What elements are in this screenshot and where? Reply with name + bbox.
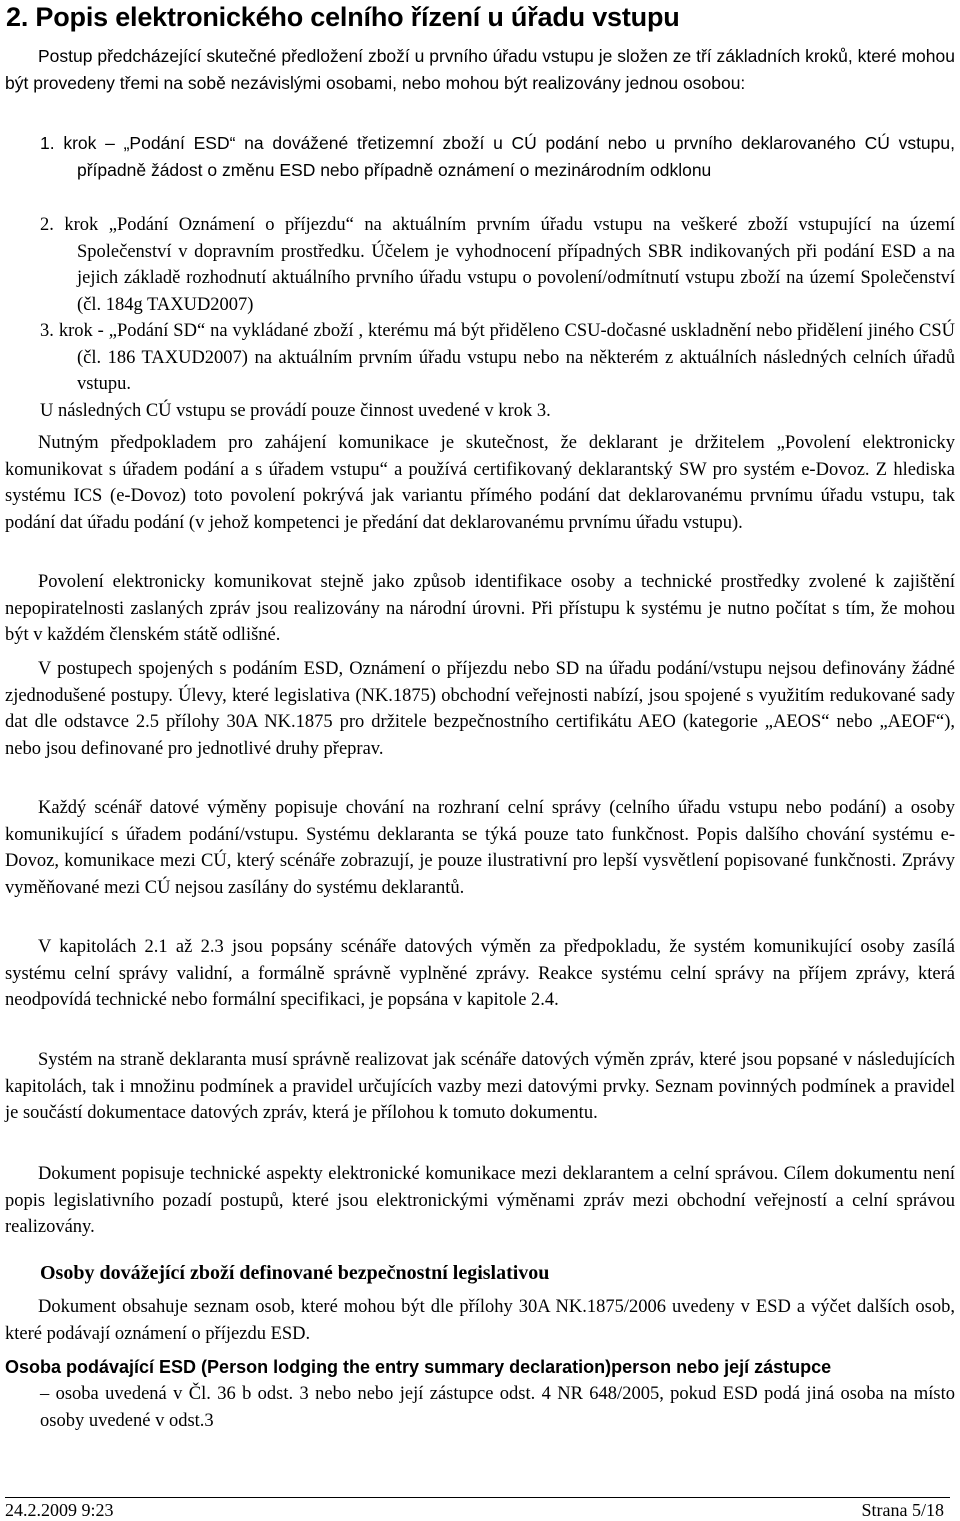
footer-date: 24.2.2009 9:23	[5, 1500, 114, 1520]
section-heading: Osoby dovážející zboží definované bezpečnostní legislativou	[40, 1262, 550, 1284]
list-item	[40, 130, 955, 183]
paragraph: Dokument popisuje technické aspekty elektronické komunikace mezi deklarantem a celní správou. Cílem dokumentu není popis legislativního pozadí postupů, které jsou elektronickými výměnami zpráv mezi obchodní veřejností a celní správou realizovány.	[5, 1164, 955, 1237]
paragraph: Povolení elektronicky komunikovat stejně jako způsob identifikace osoby a technické prostředky zvolené k zajištění nepopiratelnosti zaslaných zpráv jsou realizovány na národní úrovni. Při přístupu k systému je nutno počítat s tím, že mohou být v každém členském státě odlišné.	[5, 572, 955, 645]
paragraph: Nutným předpokladem pro zahájení komunikace je skutečnost, že deklarant je držitelem „Povolení elektronicky komunikovat s úřadem podání a s úřadem vstupu“ a používá certifikovaný deklarantský SW pro systém e-Dovoz. Z hlediska systému ICS (e-Dovoz) toto povolení pokrývá jak variantu přímého podání dat deklarovanému prvnímu úřadu vstupu, tak podání dat úřadu podání (v jehož kompetenci je předání dat deklarovanému prvnímu úřadu vstupu).	[5, 433, 955, 533]
person-paragraph: – osoba uvedená v Čl. 36 b odst. 3 nebo nebo její zástupce odst. 4 NR 648/2005, pokud ESD podá jiná osoba na místo osoby uvedené v odst.3	[40, 1384, 955, 1431]
steps-list	[40, 130, 955, 183]
footer-divider	[5, 1497, 950, 1498]
list-item-number: 2.	[40, 215, 54, 235]
list-item-number: 1.	[40, 133, 55, 153]
person-heading: Osoba podávající ESD (Person lodging the entry summary declaration)person nebo její zástupce	[5, 1357, 832, 1377]
paragraph: V kapitolách 2.1 až 2.3 jsou popsány scénáře datových výměn za předpokladu, že systém komunikující osoby zasílá systému celní správy validní, a formálně správně vyplněné zprávy. Reakce systému celní správy na příjem zprávy, která neodpovídá technické nebo formální specifikaci, je popsána v kapitole 2.4.	[5, 937, 955, 1010]
intro-paragraph: Postup předcházející skutečné předložení zboží u prvního úřadu vstupu je složen ze tří základních kroků, které mohou být provedeny třemi na sobě nezávislými osobami, nebo mohou být realizovány jednou osobou:	[5, 46, 955, 93]
list-item-number: 3.	[40, 321, 54, 341]
page-title: 2. Popis elektronického celního řízení u úřadu vstupu	[6, 2, 680, 32]
steps-list-serif	[40, 212, 955, 398]
list-item-text: krok - „Podání SD“ na vykládané zboží , kterému má být přiděleno CSU-dočasné uskladnění nebo přidělení jiného CSÚ (čl. 186 TAXUD2007) na aktuálním prvním úřadu vstupu nebo na některém z aktuálních následných celních úřadů vstupu.	[58, 321, 955, 394]
section-paragraph: Dokument obsahuje seznam osob, které mohou být dle přílohy 30A NK.1875/2006 uvedeny v ESD a výčet dalších osob, které podávají oznámení o příjezdu ESD.	[5, 1297, 955, 1344]
paragraph: V postupech spojených s podáním ESD, Oznámení o příjezdu nebo SD na úřadu podání/vstupu nejsou definovány žádné zjednodušené postupy. Úlevy, které legislativa (NK.1875) obchodní veřejnosti nabízí, jsou spojené s využitím redukované sady dat dle odstavce 2.5 přílohy 30A NK.1875 pro držitele bezpečnostního certifikátu AEO (kategorie „AEOS“ nebo „AEOF“), nebo jsou definované pro jednotlivé druhy přeprav.	[5, 659, 955, 759]
list-item-text: krok – „Podání ESD“ na dovážené třetizemní zboží u CÚ podání nebo u prvního deklarovaného CÚ vstupu, případně žádost o změnu ESD nebo případně oznámení o mezinárodním odklonu	[63, 133, 955, 180]
list-item	[40, 212, 955, 318]
after-list-note: U následných CÚ vstupu se provádí pouze činnost uvedené v krok 3.	[40, 401, 551, 421]
footer-page-number: Strana 5/18	[861, 1500, 944, 1520]
paragraph: Systém na straně deklaranta musí správně realizovat jak scénáře datových výměn zpráv, které jsou popsané v následujících kapitolách, tak i množinu podmínek a pravidel určujících vazby mezi datovými prvky. Seznam povinných podmínek a pravidel je součástí dokumentace datových zpráv, která je přílohou k tomuto dokumentu.	[5, 1050, 955, 1123]
paragraph: Každý scénář datové výměny popisuje chování na rozhraní celní správy (celního úřadu vstupu nebo podání) a osoby komunikující s úřadem podání/vstupu. Systému deklaranta se týká pouze tato funkčnost. Popis dalšího chování systému e-Dovoz, komunikace mezi CÚ, který scénáře zobrazují, je pouze ilustrativní pro lepší vysvětlení popisované funkčnosti. Zprávy vyměňované mezi CÚ nejsou zasílány do systému deklarantů.	[5, 798, 955, 898]
list-item-text: krok „Podání Oznámení o příjezdu“ na aktuálním prvním úřadu vstupu na veškeré zboží vstupující na území Společenství v dopravním prostředku. Účelem je vyhodnocení případných SBR indikovaných při podání ESD a na jejich základě rozhodnutí aktuálního prvního úřadu vstupu o povolení/odmítnutí vstupu zboží na území Společenství (čl. 184g TAXUD2007)	[64, 215, 956, 315]
list-item	[40, 318, 955, 398]
